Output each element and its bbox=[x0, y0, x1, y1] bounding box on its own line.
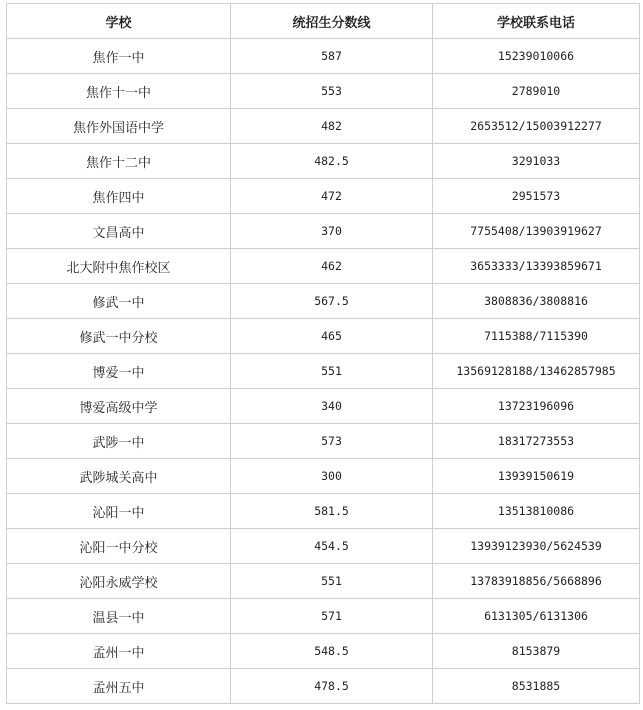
phone-cell: 13939150619 bbox=[433, 459, 640, 494]
school-cell: 修武一中分校 bbox=[7, 319, 231, 354]
school-cell: 焦作外国语中学 bbox=[7, 109, 231, 144]
school-cell: 温县一中 bbox=[7, 599, 231, 634]
score-cell: 581.5 bbox=[231, 494, 433, 529]
school-cell: 修武一中 bbox=[7, 284, 231, 319]
score-cell: 551 bbox=[231, 354, 433, 389]
header-school: 学校 bbox=[7, 4, 231, 39]
score-cell: 300 bbox=[231, 459, 433, 494]
score-cell: 472 bbox=[231, 179, 433, 214]
table-row bbox=[7, 669, 640, 704]
table-row bbox=[7, 179, 640, 214]
phone-cell: 3808836/3808816 bbox=[433, 284, 640, 319]
header-phone: 学校联系电话 bbox=[433, 4, 640, 39]
table-body bbox=[7, 39, 640, 704]
score-table bbox=[6, 3, 640, 704]
score-cell: 587 bbox=[231, 39, 433, 74]
table-row bbox=[7, 109, 640, 144]
table-row bbox=[7, 354, 640, 389]
table-row bbox=[7, 249, 640, 284]
school-cell: 焦作十一中 bbox=[7, 74, 231, 109]
phone-cell: 13513810086 bbox=[433, 494, 640, 529]
table-row bbox=[7, 74, 640, 109]
table-row bbox=[7, 494, 640, 529]
school-cell: 沁阳一中分校 bbox=[7, 529, 231, 564]
phone-cell: 13723196096 bbox=[433, 389, 640, 424]
school-cell: 沁阳永威学校 bbox=[7, 564, 231, 599]
school-cell: 孟州五中 bbox=[7, 669, 231, 704]
table-row bbox=[7, 529, 640, 564]
phone-cell: 6131305/6131306 bbox=[433, 599, 640, 634]
phone-cell: 13939123930/5624539 bbox=[433, 529, 640, 564]
school-cell: 武陟城关高中 bbox=[7, 459, 231, 494]
score-cell: 571 bbox=[231, 599, 433, 634]
header-score: 统招生分数线 bbox=[231, 4, 433, 39]
header-row bbox=[7, 4, 640, 39]
score-cell: 465 bbox=[231, 319, 433, 354]
score-cell: 454.5 bbox=[231, 529, 433, 564]
phone-cell: 8153879 bbox=[433, 634, 640, 669]
phone-cell: 13783918856/5668896 bbox=[433, 564, 640, 599]
school-cell: 孟州一中 bbox=[7, 634, 231, 669]
phone-cell: 7115388/7115390 bbox=[433, 319, 640, 354]
phone-cell: 18317273553 bbox=[433, 424, 640, 459]
score-cell: 340 bbox=[231, 389, 433, 424]
phone-cell: 13569128188/13462857985 bbox=[433, 354, 640, 389]
phone-cell: 8531885 bbox=[433, 669, 640, 704]
table-row bbox=[7, 459, 640, 494]
table-row bbox=[7, 389, 640, 424]
score-cell: 478.5 bbox=[231, 669, 433, 704]
table-row bbox=[7, 214, 640, 249]
school-cell: 沁阳一中 bbox=[7, 494, 231, 529]
phone-cell: 2789010 bbox=[433, 74, 640, 109]
phone-cell: 3653333/13393859671 bbox=[433, 249, 640, 284]
table-row bbox=[7, 634, 640, 669]
score-cell: 551 bbox=[231, 564, 433, 599]
school-cell: 文昌高中 bbox=[7, 214, 231, 249]
score-cell: 548.5 bbox=[231, 634, 433, 669]
table-row bbox=[7, 599, 640, 634]
phone-cell: 3291033 bbox=[433, 144, 640, 179]
score-cell: 482.5 bbox=[231, 144, 433, 179]
table-row bbox=[7, 39, 640, 74]
score-cell: 553 bbox=[231, 74, 433, 109]
school-cell: 焦作四中 bbox=[7, 179, 231, 214]
score-cell: 482 bbox=[231, 109, 433, 144]
table-row bbox=[7, 319, 640, 354]
phone-cell: 2653512/15003912277 bbox=[433, 109, 640, 144]
table-row bbox=[7, 144, 640, 179]
phone-cell: 2951573 bbox=[433, 179, 640, 214]
score-cell: 567.5 bbox=[231, 284, 433, 319]
school-cell: 焦作十二中 bbox=[7, 144, 231, 179]
score-cell: 573 bbox=[231, 424, 433, 459]
school-cell: 博爱一中 bbox=[7, 354, 231, 389]
school-cell: 武陟一中 bbox=[7, 424, 231, 459]
school-cell: 博爱高级中学 bbox=[7, 389, 231, 424]
table-row bbox=[7, 424, 640, 459]
school-cell: 北大附中焦作校区 bbox=[7, 249, 231, 284]
table-row bbox=[7, 284, 640, 319]
score-cell: 370 bbox=[231, 214, 433, 249]
table-row bbox=[7, 564, 640, 599]
phone-cell: 15239010066 bbox=[433, 39, 640, 74]
school-cell: 焦作一中 bbox=[7, 39, 231, 74]
phone-cell: 7755408/13903919627 bbox=[433, 214, 640, 249]
score-cell: 462 bbox=[231, 249, 433, 284]
